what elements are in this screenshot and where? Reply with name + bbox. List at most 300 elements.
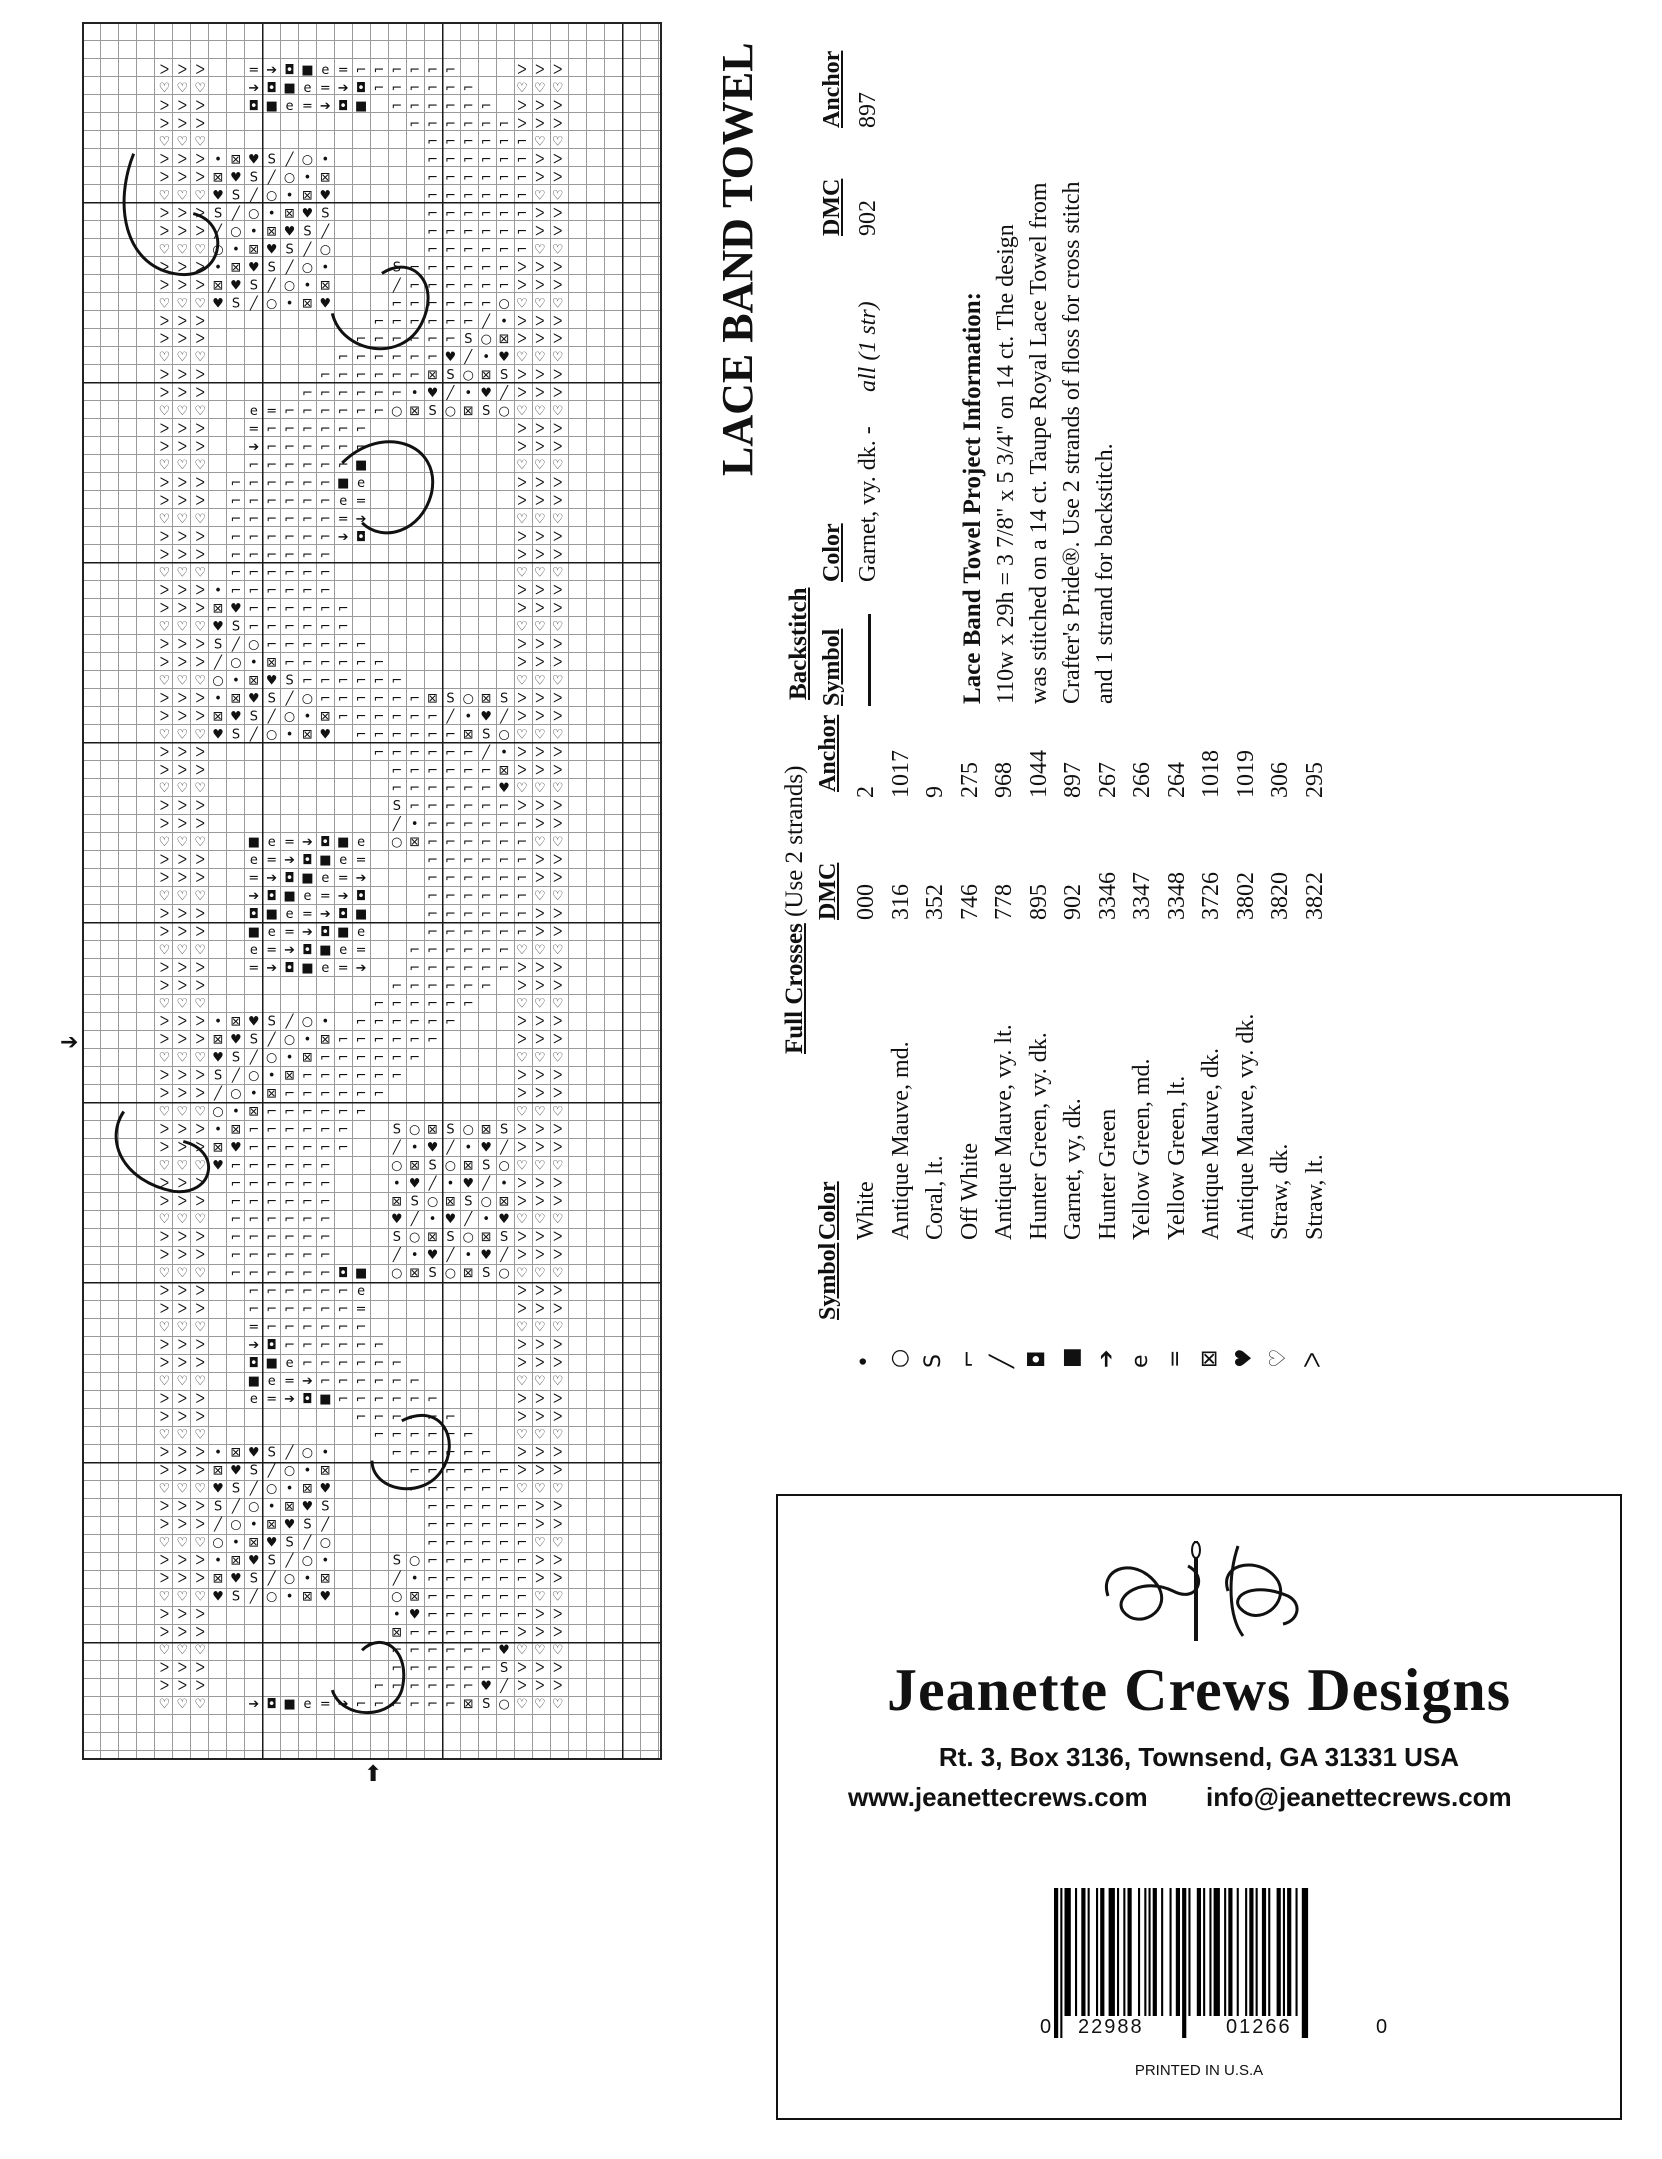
chart-stitch-symbol: ○ <box>266 296 278 312</box>
chart-stitch-symbol: ♥ <box>230 1032 242 1048</box>
chart-stitch-symbol: ᐳ <box>195 1445 205 1461</box>
chart-stitch-symbol: ⌐ <box>462 924 474 940</box>
chart-stitch-symbol: • <box>410 817 419 833</box>
chart-stitch-symbol: ⌐ <box>498 1463 510 1479</box>
chart-stitch-symbol: ᐳ <box>159 817 170 833</box>
chart-stitch-symbol: • <box>214 691 222 707</box>
barcode-bar <box>1123 1888 1125 2016</box>
chart-stitch-symbol: ᐳ <box>195 709 205 725</box>
chart-stitch-symbol: ⌐ <box>266 1284 278 1300</box>
chart-stitch-symbol: ♥ <box>230 278 242 294</box>
chart-stitch-symbol: ⌐ <box>337 1104 349 1120</box>
chart-stitch-symbol: ╱ <box>482 745 491 761</box>
chart-stitch-symbol: ⌐ <box>445 870 456 887</box>
chart-stitch-symbol: ⌐ <box>516 1517 528 1533</box>
chart-stitch-symbol: ⌐ <box>480 978 492 994</box>
chart-stitch-symbol: ○ <box>266 188 278 204</box>
chart-stitch-symbol: ⌐ <box>462 1643 474 1659</box>
chart-stitch-symbol: ⊠ <box>212 1140 224 1156</box>
chart-stitch-symbol: ➔ <box>355 960 367 976</box>
chart-stitch-symbol: ♡ <box>551 1589 564 1605</box>
backstitch-col-color: Color <box>819 523 845 582</box>
chart-stitch-symbol: S <box>482 1266 491 1282</box>
chart-stitch-symbol: ♡ <box>176 296 189 312</box>
chart-stitch-symbol: ᐳ <box>553 960 563 976</box>
chart-stitch-symbol: ⌐ <box>302 1319 313 1335</box>
chart-stitch-symbol: ᐳ <box>195 1409 205 1425</box>
chart-stitch-symbol: • <box>464 1248 473 1264</box>
color-row-symbol: S <box>921 1354 946 1368</box>
chart-stitch-symbol: ⌐ <box>391 1679 403 1695</box>
color-row-symbol: ➔ <box>1093 1349 1119 1368</box>
chart-stitch-symbol: ⌐ <box>373 1337 385 1353</box>
chart-stitch-symbol: ᐳ <box>177 1032 188 1048</box>
chart-stitch-symbol: ⊠ <box>212 709 224 725</box>
chart-stitch-symbol: ⌐ <box>230 1248 242 1264</box>
chart-stitch-symbol: ╱ <box>303 1535 312 1551</box>
chart-stitch-symbol: ᐳ <box>517 1625 527 1641</box>
chart-stitch-symbol: ⌐ <box>480 835 492 851</box>
chart-stitch-symbol: ⌐ <box>391 745 403 761</box>
chart-stitch-symbol: ♥ <box>212 296 224 312</box>
chart-stitch-symbol: ⌐ <box>409 314 421 330</box>
chart-stitch-symbol: ⌐ <box>445 224 456 240</box>
chart-stitch-symbol: ⌐ <box>302 547 313 563</box>
chart-stitch-symbol: ᐳ <box>517 493 527 509</box>
chart-stitch-symbol: ♡ <box>534 80 546 96</box>
chart-stitch-symbol: ⌐ <box>480 224 492 240</box>
chart-stitch-symbol: ⌐ <box>391 62 403 78</box>
chart-stitch-symbol: ♥ <box>319 1589 332 1605</box>
chart-stitch-symbol: • <box>303 709 312 725</box>
chart-stitch-symbol: ᐳ <box>517 691 527 707</box>
chart-stitch-symbol: ♡ <box>516 1373 528 1389</box>
chart-stitch-symbol: ⌐ <box>248 1194 260 1210</box>
chart-stitch-symbol: ⌐ <box>373 673 385 689</box>
chart-stitch-symbol: ⌐ <box>319 1158 331 1174</box>
chart-stitch-symbol: ᐳ <box>517 62 527 78</box>
chart-stitch-symbol: ⌐ <box>498 906 510 922</box>
chart-stitch-symbol: ⌐ <box>462 1517 474 1533</box>
chart-stitch-symbol: ⌐ <box>427 781 438 797</box>
chart-stitch-symbol: ╱ <box>428 1176 437 1192</box>
chart-stitch-symbol: ⌐ <box>302 511 313 527</box>
barcode-bar <box>1249 1888 1253 2016</box>
barcode-bar <box>1197 1888 1201 2016</box>
chart-stitch-symbol: ᐳ <box>517 1014 527 1030</box>
chart-stitch-symbol: ♡ <box>551 942 564 958</box>
chart-stitch-symbol: ♡ <box>534 1266 546 1282</box>
chart-stitch-symbol: ⌐ <box>445 924 456 940</box>
chart-stitch-symbol: ⌐ <box>302 1176 313 1192</box>
chart-stitch-symbol: ⊠ <box>266 1086 278 1102</box>
chart-stitch-symbol: ⌐ <box>516 188 528 204</box>
chart-stitch-symbol: ♡ <box>534 457 546 473</box>
chart-stitch-symbol: ᐳ <box>159 906 170 922</box>
chart-stitch-symbol: ⌐ <box>337 1050 349 1066</box>
chart-stitch-symbol: ╱ <box>267 1463 276 1479</box>
chart-stitch-symbol: ♡ <box>534 1697 546 1713</box>
chart-stitch-symbol: ᐳ <box>553 1248 563 1264</box>
chart-stitch-symbol: ╱ <box>464 1212 473 1228</box>
chart-stitch-symbol: ◘ <box>355 80 367 96</box>
chart-stitch-symbol: • <box>214 1122 222 1138</box>
chart-stitch-symbol: ᐳ <box>195 1122 205 1138</box>
chart-stitch-symbol: ♡ <box>158 888 171 904</box>
chart-stitch-symbol: ᐳ <box>553 655 563 671</box>
chart-stitch-symbol: ⌐ <box>373 386 385 402</box>
chart-stitch-symbol: ⌐ <box>284 583 295 599</box>
color-row-name: Coral, lt. <box>922 1155 948 1240</box>
chart-stitch-symbol: ⌐ <box>355 1409 367 1425</box>
chart-stitch-symbol: ᐳ <box>177 1302 188 1318</box>
chart-stitch-symbol: ⌐ <box>462 960 474 976</box>
chart-stitch-symbol: ᐳ <box>159 475 170 491</box>
chart-stitch-symbol: ⌐ <box>373 727 385 743</box>
chart-stitch-symbol: ᐳ <box>535 1679 545 1695</box>
chart-stitch-symbol: ♡ <box>534 404 546 420</box>
chart-stitch-symbol: ♡ <box>516 1427 528 1443</box>
chart-stitch-symbol: = <box>355 493 367 509</box>
chart-stitch-symbol: = <box>266 853 278 869</box>
chart-stitch-symbol: ⌐ <box>498 942 510 958</box>
color-row-anchor: 1019 <box>1232 750 1259 798</box>
chart-stitch-symbol: ♡ <box>516 511 528 527</box>
chart-stitch-symbol: ⌐ <box>266 457 278 473</box>
chart-stitch-symbol: ■ <box>283 80 296 96</box>
chart-stitch-symbol: ⌐ <box>373 1086 385 1102</box>
chart-stitch-symbol: ᐳ <box>159 224 170 240</box>
chart-stitch-symbol: ○ <box>248 1499 260 1515</box>
chart-stitch-symbol: ⌐ <box>462 781 474 797</box>
barcode-bar <box>1182 1888 1186 2038</box>
chart-stitch-symbol: ᐳ <box>177 1122 188 1138</box>
chart-stitch-symbol: ⌐ <box>391 98 403 114</box>
chart-stitch-symbol: ╱ <box>214 1517 222 1533</box>
chart-stitch-symbol: ⌐ <box>284 1302 295 1318</box>
chart-stitch-symbol: ⊠ <box>302 727 313 743</box>
chart-stitch-symbol: ⌐ <box>302 673 313 689</box>
chart-stitch-symbol: ᐳ <box>195 1014 205 1030</box>
chart-stitch-symbol: ⌐ <box>498 960 510 976</box>
chart-stitch-symbol: ⌐ <box>427 1679 438 1695</box>
chart-stitch-symbol: ᐳ <box>553 1463 563 1479</box>
chart-stitch-symbol: ♡ <box>194 835 206 851</box>
chart-stitch-symbol: ⌐ <box>319 1104 331 1120</box>
chart-stitch-symbol: ⌐ <box>337 1032 349 1048</box>
chart-stitch-symbol: ○ <box>444 404 457 420</box>
chart-stitch-symbol: ᐳ <box>195 691 205 707</box>
chart-stitch-symbol: ♥ <box>319 296 332 312</box>
chart-stitch-symbol: ⌐ <box>302 583 313 599</box>
barcode-bar <box>1149 1888 1151 2016</box>
chart-stitch-symbol: ⌐ <box>480 799 492 815</box>
chart-stitch-symbol: ⌐ <box>462 152 474 168</box>
chart-stitch-symbol: e <box>249 942 258 958</box>
chart-stitch-symbol: ╱ <box>285 1445 294 1461</box>
chart-stitch-symbol: • <box>500 745 508 761</box>
chart-stitch-symbol: ⌐ <box>409 260 421 276</box>
chart-stitch-symbol: ♡ <box>534 619 546 635</box>
chart-stitch-symbol: ⌐ <box>409 1427 421 1443</box>
chart-stitch-symbol: ⌐ <box>248 1176 260 1192</box>
chart-stitch-symbol: ♡ <box>516 1104 528 1120</box>
chart-stitch-symbol: ᐳ <box>535 799 545 815</box>
chart-stitch-symbol: ╱ <box>303 242 312 258</box>
chart-stitch-symbol: ⌐ <box>480 242 492 258</box>
chart-stitch-symbol: ♡ <box>158 1319 171 1335</box>
chart-stitch-symbol: ⌐ <box>498 888 510 904</box>
chart-stitch-symbol: ■ <box>301 870 314 887</box>
full-crosses-label: Full Crosses <box>781 923 808 1054</box>
chart-stitch-symbol: ᐳ <box>159 1302 170 1318</box>
chart-stitch-symbol: ᐳ <box>195 1517 205 1533</box>
chart-stitch-symbol: ⌐ <box>427 1661 438 1677</box>
color-row-symbol: = <box>1162 1349 1188 1368</box>
chart-stitch-symbol: ⌐ <box>337 655 349 671</box>
chart-stitch-symbol: ⌐ <box>284 1140 295 1156</box>
chart-stitch-symbol: ⌐ <box>319 386 331 402</box>
chart-stitch-symbol: ○ <box>266 1050 278 1066</box>
chart-stitch-symbol: ♡ <box>551 565 564 581</box>
chart-stitch-symbol: ⌐ <box>498 1625 510 1641</box>
color-row-dmc: 3346 <box>1094 872 1121 920</box>
chart-stitch-symbol: S <box>213 1499 223 1515</box>
chart-stitch-symbol: ᐳ <box>535 1086 545 1102</box>
chart-stitch-symbol: ⌐ <box>480 1625 492 1641</box>
chart-stitch-symbol: S <box>267 691 276 707</box>
chart-stitch-symbol: ᐳ <box>553 906 563 922</box>
chart-stitch-symbol: ⌐ <box>498 1589 510 1605</box>
chart-stitch-symbol: ⌐ <box>373 745 385 761</box>
chart-stitch-symbol: ⊠ <box>480 368 492 384</box>
chart-stitch-symbol: ⌐ <box>373 1373 385 1389</box>
chart-stitch-symbol: ⌐ <box>445 835 456 851</box>
chart-stitch-symbol: ᐳ <box>517 601 527 617</box>
color-row-anchor: 1018 <box>1198 750 1224 798</box>
chart-stitch-symbol: ⌐ <box>391 368 403 384</box>
backstitch-col-anchor: Anchor <box>819 50 845 128</box>
chart-stitch-symbol: ⊠ <box>212 1571 224 1587</box>
chart-stitch-symbol: ⊠ <box>319 1463 331 1479</box>
chart-stitch-symbol: = <box>337 870 349 887</box>
chart-stitch-symbol: ᐳ <box>553 853 563 869</box>
chart-stitch-symbol: ᐳ <box>517 1409 527 1425</box>
chart-stitch-symbol: ⌐ <box>427 1697 438 1713</box>
chart-stitch-symbol: • <box>410 386 419 402</box>
chart-stitch-symbol: • <box>303 1571 312 1587</box>
chart-stitch-symbol: ᐳ <box>553 386 563 402</box>
chart-stitch-symbol: ᐳ <box>159 368 170 384</box>
chart-stitch-symbol: ➔ <box>266 960 278 976</box>
chart-stitch-symbol: ᐳ <box>195 1248 205 1264</box>
chart-stitch-symbol: ⌐ <box>409 781 421 797</box>
chart-stitch-symbol: ⌐ <box>462 206 474 222</box>
chart-stitch-symbol: • <box>285 727 294 743</box>
chart-stitch-symbol: ⌐ <box>427 817 438 833</box>
chart-stitch-symbol: e <box>249 853 258 869</box>
chart-stitch-symbol: ᐳ <box>195 906 205 922</box>
chart-stitch-symbol: ⌐ <box>409 296 421 312</box>
chart-stitch-symbol: ⌐ <box>409 1050 421 1066</box>
color-row-name: Off White <box>956 1142 983 1240</box>
chart-stitch-symbol: ⌐ <box>445 888 456 904</box>
chart-stitch-symbol: ⌐ <box>284 1086 295 1102</box>
chart-stitch-symbol: ⌐ <box>480 188 492 204</box>
chart-stitch-symbol: ⌐ <box>427 206 438 222</box>
chart-stitch-symbol: ⌐ <box>427 296 438 312</box>
color-row-anchor: 2 <box>853 786 879 798</box>
chart-stitch-symbol: ♡ <box>516 1050 528 1066</box>
barcode-left-digit: 0 <box>1040 2016 1054 2038</box>
chart-stitch-symbol: ⌐ <box>409 745 421 761</box>
chart-stitch-symbol: ⌐ <box>355 1319 367 1335</box>
chart-stitch-symbol: • <box>285 1050 294 1066</box>
color-row-dmc: 746 <box>956 884 983 920</box>
chart-stitch-symbol: ○ <box>230 224 242 240</box>
chart-stitch-symbol: ⌐ <box>284 439 295 456</box>
chart-stitch-symbol: ⌐ <box>409 709 421 725</box>
chart-stitch-symbol: e <box>267 835 276 851</box>
chart-stitch-symbol: ○ <box>301 1014 314 1030</box>
chart-stitch-symbol: • <box>410 1140 419 1156</box>
chart-stitch-symbol: ⌐ <box>480 853 492 869</box>
chart-stitch-symbol: ⌐ <box>516 170 528 186</box>
chart-stitch-symbol: ○ <box>462 1230 474 1246</box>
chart-stitch-symbol: ⌐ <box>302 386 313 402</box>
chart-stitch-symbol: ╱ <box>267 1571 276 1587</box>
publisher-email[interactable]: info@jeanettecrews.com <box>1206 1782 1512 1812</box>
chart-stitch-symbol: ⌐ <box>427 1481 438 1497</box>
chart-stitch-symbol: S <box>428 404 437 420</box>
chart-stitch-symbol: ♡ <box>551 350 564 366</box>
barcode-bar <box>1237 1888 1239 2016</box>
color-row-anchor: 306 <box>1267 762 1293 798</box>
chart-stitch-symbol: ⊠ <box>498 763 510 779</box>
chart-stitch-symbol: ᐳ <box>535 1517 545 1533</box>
chart-stitch-symbol: ⊠ <box>212 170 224 186</box>
chart-stitch-symbol: ᐳ <box>195 62 205 78</box>
chart-stitch-symbol: • <box>393 1176 401 1192</box>
chart-stitch-symbol: ⊠ <box>248 1104 260 1120</box>
chart-stitch-symbol: ᐳ <box>553 260 563 276</box>
chart-stitch-symbol: ♡ <box>516 296 528 312</box>
chart-stitch-symbol: ⌐ <box>427 1014 438 1030</box>
chart-stitch-symbol: ᐳ <box>195 260 205 276</box>
chart-stitch-symbol: ⊠ <box>284 206 295 222</box>
chart-stitch-symbol: ᐳ <box>553 206 563 222</box>
chart-stitch-symbol: ⌐ <box>409 1373 421 1389</box>
chart-stitch-symbol: ♡ <box>158 619 171 635</box>
chart-stitch-symbol: ⌐ <box>284 1194 295 1210</box>
chart-stitch-symbol: ᐳ <box>177 691 188 707</box>
chart-stitch-symbol: ᐳ <box>517 529 527 545</box>
chart-stitch-symbol: ⌐ <box>445 1661 456 1677</box>
chart-stitch-symbol: ᐳ <box>535 170 545 186</box>
color-row-name: Yellow Green, lt. <box>1163 1075 1190 1240</box>
chart-stitch-symbol: ╱ <box>214 224 222 240</box>
project-info-line: 110w x 29h = 3 7/8" x 5 3/4" on 14 ct. The design <box>993 224 1019 704</box>
chart-stitch-symbol: ᐳ <box>177 817 188 833</box>
barcode-group-2: 01266 <box>1226 2016 1292 2038</box>
chart-stitch-symbol: ᐳ <box>177 709 188 725</box>
chart-stitch-symbol: ⌐ <box>284 1158 295 1174</box>
chart-stitch-symbol: ⌐ <box>409 799 421 815</box>
chart-stitch-symbol: ⌐ <box>498 1499 510 1515</box>
chart-stitch-symbol: ◘ <box>320 924 331 940</box>
chart-stitch-symbol: ♡ <box>158 134 171 150</box>
chart-stitch-symbol: ᐳ <box>553 583 563 599</box>
chart-stitch-symbol: ᐳ <box>553 475 563 491</box>
chart-stitch-symbol: ♡ <box>158 835 171 851</box>
chart-stitch-symbol: ♡ <box>534 1481 546 1497</box>
publisher-website[interactable]: www.jeanettecrews.com <box>848 1782 1148 1812</box>
chart-stitch-symbol: ᐳ <box>535 1553 545 1569</box>
chart-stitch-symbol: • <box>214 1445 222 1461</box>
barcode-bar <box>1088 1888 1090 2016</box>
chart-stitch-symbol: ○ <box>230 1517 242 1533</box>
chart-stitch-symbol: ♡ <box>158 1643 171 1659</box>
chart-stitch-symbol: ᐳ <box>535 439 545 456</box>
chart-stitch-symbol: ♡ <box>551 1535 564 1551</box>
chart-stitch-symbol: ⌐ <box>445 116 456 132</box>
full-crosses-col-color: Color <box>815 1181 841 1240</box>
chart-stitch-symbol: ♡ <box>158 781 171 797</box>
chart-stitch-symbol: ⊠ <box>319 709 331 725</box>
chart-stitch-symbol: = <box>266 1391 278 1407</box>
chart-stitch-symbol: ○ <box>230 1086 242 1102</box>
chart-stitch-symbol: ⌐ <box>319 1248 331 1264</box>
chart-stitch-symbol: ᐳ <box>177 978 188 994</box>
chart-stitch-symbol: S <box>499 1230 509 1246</box>
chart-stitch-symbol: = <box>284 1373 295 1389</box>
chart-stitch-symbol: ᐳ <box>195 1625 205 1641</box>
chart-stitch-symbol: ᐳ <box>553 152 563 168</box>
full-crosses-col-dmc: DMC <box>815 862 841 920</box>
chart-stitch-symbol: ■ <box>354 457 368 473</box>
chart-stitch-symbol: ♡ <box>516 1266 528 1282</box>
chart-stitch-symbol: ⌐ <box>319 475 331 491</box>
chart-stitch-symbol: ᐳ <box>159 709 170 725</box>
chart-stitch-symbol: ♡ <box>534 188 546 204</box>
chart-stitch-symbol: ⌐ <box>391 1391 403 1407</box>
chart-stitch-symbol: ⊠ <box>230 1553 242 1569</box>
color-row-symbol: ♥ <box>1231 1348 1257 1368</box>
chart-stitch-symbol: ⌐ <box>462 296 474 312</box>
chart-stitch-symbol: ⌐ <box>427 924 438 940</box>
chart-stitch-symbol: ⌐ <box>284 1230 295 1246</box>
chart-stitch-symbol: ᐳ <box>195 314 205 330</box>
chart-stitch-symbol: ⌐ <box>248 547 260 563</box>
chart-stitch-symbol: ♥ <box>480 1140 492 1156</box>
chart-stitch-symbol: ⌐ <box>248 511 260 527</box>
chart-stitch-symbol: ⌐ <box>391 1661 403 1677</box>
chart-stitch-symbol: ⌐ <box>427 1589 438 1605</box>
chart-stitch-symbol: ⌐ <box>445 1499 456 1515</box>
chart-stitch-symbol: ᐳ <box>159 1409 170 1425</box>
chart-stitch-symbol: S <box>267 1014 276 1030</box>
chart-stitch-symbol: ᐳ <box>535 1661 545 1677</box>
chart-stitch-symbol: ⊠ <box>409 1158 421 1174</box>
color-row-anchor: 9 <box>922 786 948 798</box>
chart-stitch-symbol: ○ <box>319 242 331 258</box>
chart-stitch-symbol: ⊠ <box>445 1194 456 1210</box>
chart-stitch-symbol: ○ <box>480 332 492 348</box>
chart-stitch-symbol: ⌐ <box>462 835 474 851</box>
barcode-bar <box>1283 1888 1285 2016</box>
chart-stitch-symbol: ♡ <box>158 1373 171 1389</box>
chart-stitch-symbol: ○ <box>212 673 224 689</box>
